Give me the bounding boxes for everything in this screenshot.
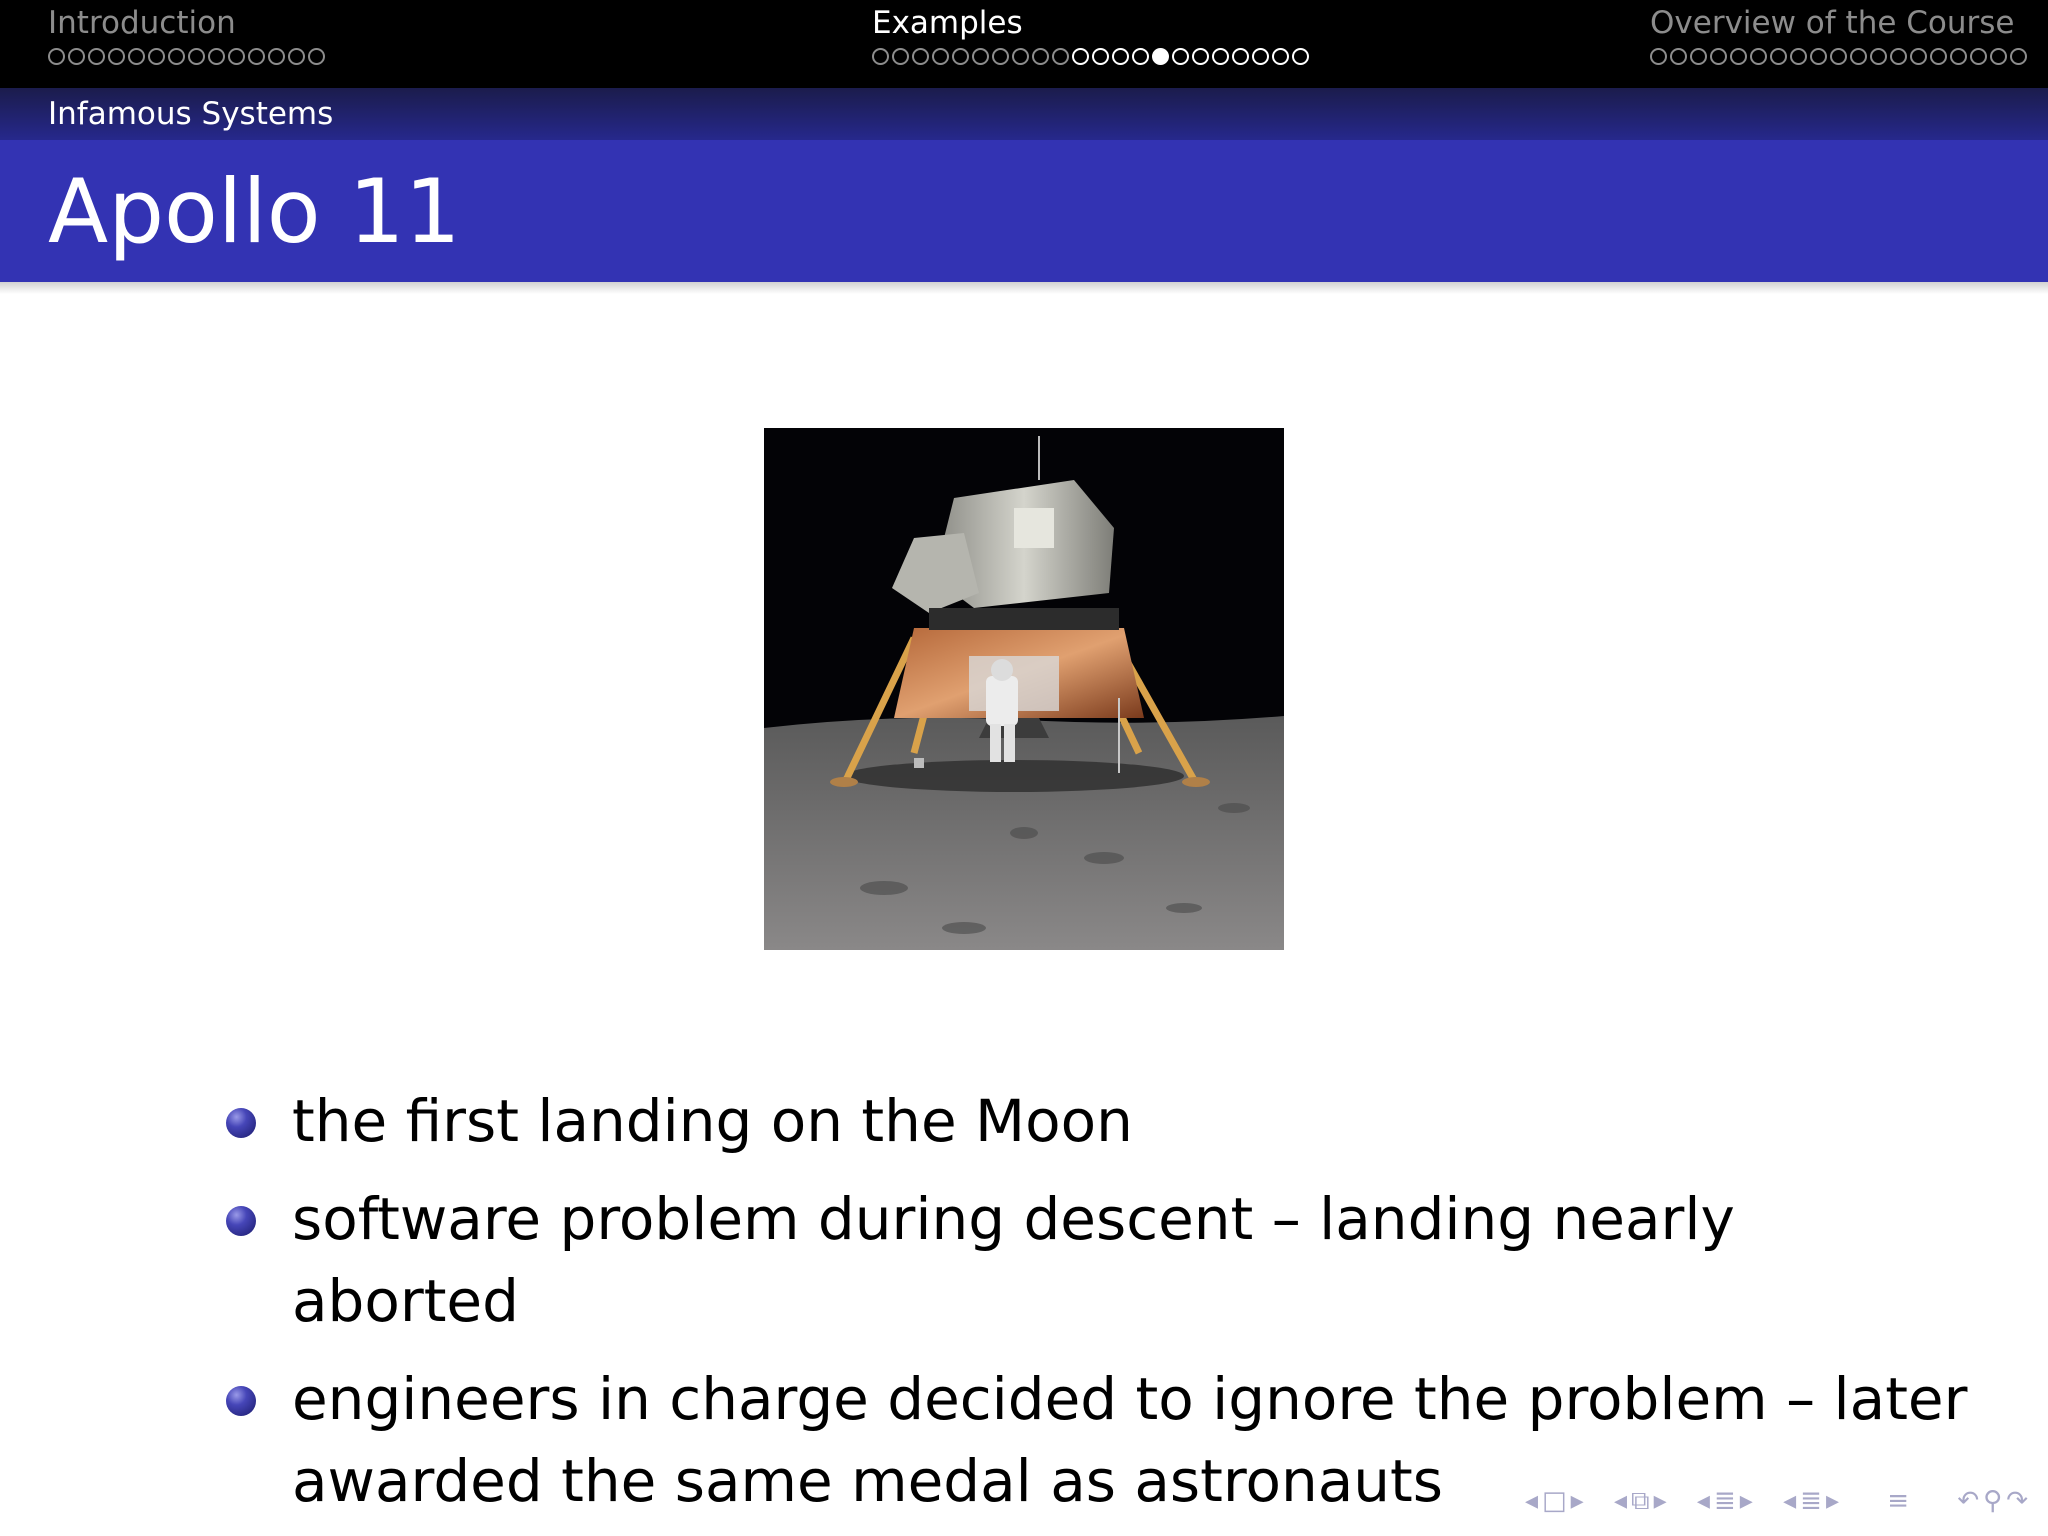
nav-dot[interactable]	[1770, 48, 1787, 65]
arrow-right-icon[interactable]: ▸	[1739, 1486, 1753, 1516]
arrow-left-icon[interactable]: ◂	[1524, 1486, 1539, 1516]
nav-dot-current[interactable]	[1152, 48, 1169, 65]
nav-dot[interactable]	[912, 48, 929, 65]
bullet-icon	[226, 1386, 256, 1416]
nav-dot[interactable]	[872, 48, 889, 65]
lunar-module-photo	[764, 428, 1284, 950]
nav-dot[interactable]	[228, 48, 245, 65]
nav-dot[interactable]	[1650, 48, 1667, 65]
nav-dot[interactable]	[288, 48, 305, 65]
arrow-right-icon[interactable]: ▸	[1570, 1486, 1584, 1516]
nav-section-title[interactable]: Examples	[872, 5, 1023, 41]
redo-icon[interactable]: ↷	[2006, 1486, 2028, 1516]
nav-dot[interactable]	[268, 48, 285, 65]
nav-dot[interactable]	[1172, 48, 1189, 65]
subsection-title[interactable]: Infamous Systems	[48, 96, 334, 132]
nav-dot[interactable]	[48, 48, 65, 65]
nav-dot[interactable]	[68, 48, 85, 65]
undo-icon[interactable]: ↶	[1957, 1486, 1980, 1516]
nav-dot[interactable]	[892, 48, 909, 65]
equipment-box	[914, 758, 924, 768]
nav-dot[interactable]	[932, 48, 949, 65]
frame-title-bar	[0, 140, 2048, 282]
nav-dot[interactable]	[108, 48, 125, 65]
section-navigation-bar	[0, 0, 2048, 88]
bullet-list	[220, 1080, 1980, 1536]
nav-dot[interactable]	[1292, 48, 1309, 65]
arrow-right-icon[interactable]: ▸	[1653, 1486, 1667, 1516]
nav-dot[interactable]	[128, 48, 145, 65]
nav-dot[interactable]	[1950, 48, 1967, 65]
nav-dot[interactable]	[1730, 48, 1747, 65]
nav-dot[interactable]	[1930, 48, 1947, 65]
nav-dots	[1650, 48, 2030, 74]
bullet-text: engineers in charge decided to ignore the problem – later awarded the same medal as astronauts	[292, 1365, 1968, 1515]
hatch	[1014, 508, 1054, 548]
subsection-bar	[0, 88, 2048, 140]
bullet-icon	[226, 1206, 256, 1236]
nav-section-title[interactable]: Overview of the Course	[1650, 5, 2015, 41]
beamer-navigation-symbols	[1515, 1484, 2028, 1518]
nav-dot[interactable]	[1132, 48, 1149, 65]
arrow-left-icon[interactable]: ◂	[1783, 1486, 1797, 1516]
nav-dots	[48, 48, 328, 74]
align-icon[interactable]: ≡	[1887, 1486, 1910, 1516]
nav-dot[interactable]	[1850, 48, 1867, 65]
arrow-left-icon[interactable]: ◂	[1613, 1486, 1628, 1516]
nav-dots	[872, 48, 1312, 74]
nav-dot[interactable]	[1870, 48, 1887, 65]
nav-dot[interactable]	[952, 48, 969, 65]
nav-dot[interactable]	[1032, 48, 1049, 65]
nav-dot[interactable]	[168, 48, 185, 65]
nav-dot[interactable]	[1830, 48, 1847, 65]
search-icon[interactable]: ⚲	[1983, 1486, 2003, 1516]
list-item	[220, 1080, 1980, 1162]
nav-dot[interactable]	[992, 48, 1009, 65]
nav-dot[interactable]	[1970, 48, 1987, 65]
nav-dot[interactable]	[1212, 48, 1229, 65]
lunar-module-illustration	[764, 428, 1284, 950]
nav-dot[interactable]	[1072, 48, 1089, 65]
nav-dot[interactable]	[1710, 48, 1727, 65]
nav-dot[interactable]	[1112, 48, 1129, 65]
nav-dot[interactable]	[1252, 48, 1269, 65]
frame-icon[interactable]: □	[1542, 1486, 1567, 1516]
lander-shadow	[844, 760, 1184, 792]
nav-dot[interactable]	[88, 48, 105, 65]
nav-dot[interactable]	[1690, 48, 1707, 65]
subsection-icon[interactable]: ⧉	[1631, 1486, 1650, 1516]
nav-dot[interactable]	[308, 48, 325, 65]
nav-dot[interactable]	[1272, 48, 1289, 65]
section-icon[interactable]: ≣	[1713, 1486, 1736, 1516]
nav-dot[interactable]	[148, 48, 165, 65]
nav-dot[interactable]	[1910, 48, 1927, 65]
nav-dot[interactable]	[1232, 48, 1249, 65]
nav-dot[interactable]	[1810, 48, 1827, 65]
bullet-text: software problem during descent – landing nearly aborted	[292, 1185, 1735, 1335]
nav-dot[interactable]	[1890, 48, 1907, 65]
stage-separator	[929, 608, 1119, 630]
nav-dot[interactable]	[1750, 48, 1767, 65]
nav-dot[interactable]	[1092, 48, 1109, 65]
nav-dot[interactable]	[1670, 48, 1687, 65]
nav-dot[interactable]	[2010, 48, 2027, 65]
nav-dot[interactable]	[1192, 48, 1209, 65]
title-shadow	[0, 282, 2048, 294]
nav-dot[interactable]	[972, 48, 989, 65]
document-icon[interactable]: ≣	[1800, 1486, 1822, 1516]
nav-dot[interactable]	[1790, 48, 1807, 65]
nav-dot[interactable]	[188, 48, 205, 65]
bullet-text: the first landing on the Moon	[292, 1087, 1133, 1155]
nav-section-title[interactable]: Introduction	[48, 5, 236, 41]
nav-dot[interactable]	[248, 48, 265, 65]
list-item	[220, 1178, 1980, 1342]
nav-dot[interactable]	[1012, 48, 1029, 65]
page-title: Apollo 11	[48, 160, 461, 263]
arrow-right-icon[interactable]: ▸	[1825, 1486, 1840, 1516]
arrow-left-icon[interactable]: ◂	[1696, 1486, 1710, 1516]
nav-dot[interactable]	[1990, 48, 2007, 65]
bullet-icon	[226, 1108, 256, 1138]
nav-dot[interactable]	[1052, 48, 1069, 65]
nav-dot[interactable]	[208, 48, 225, 65]
